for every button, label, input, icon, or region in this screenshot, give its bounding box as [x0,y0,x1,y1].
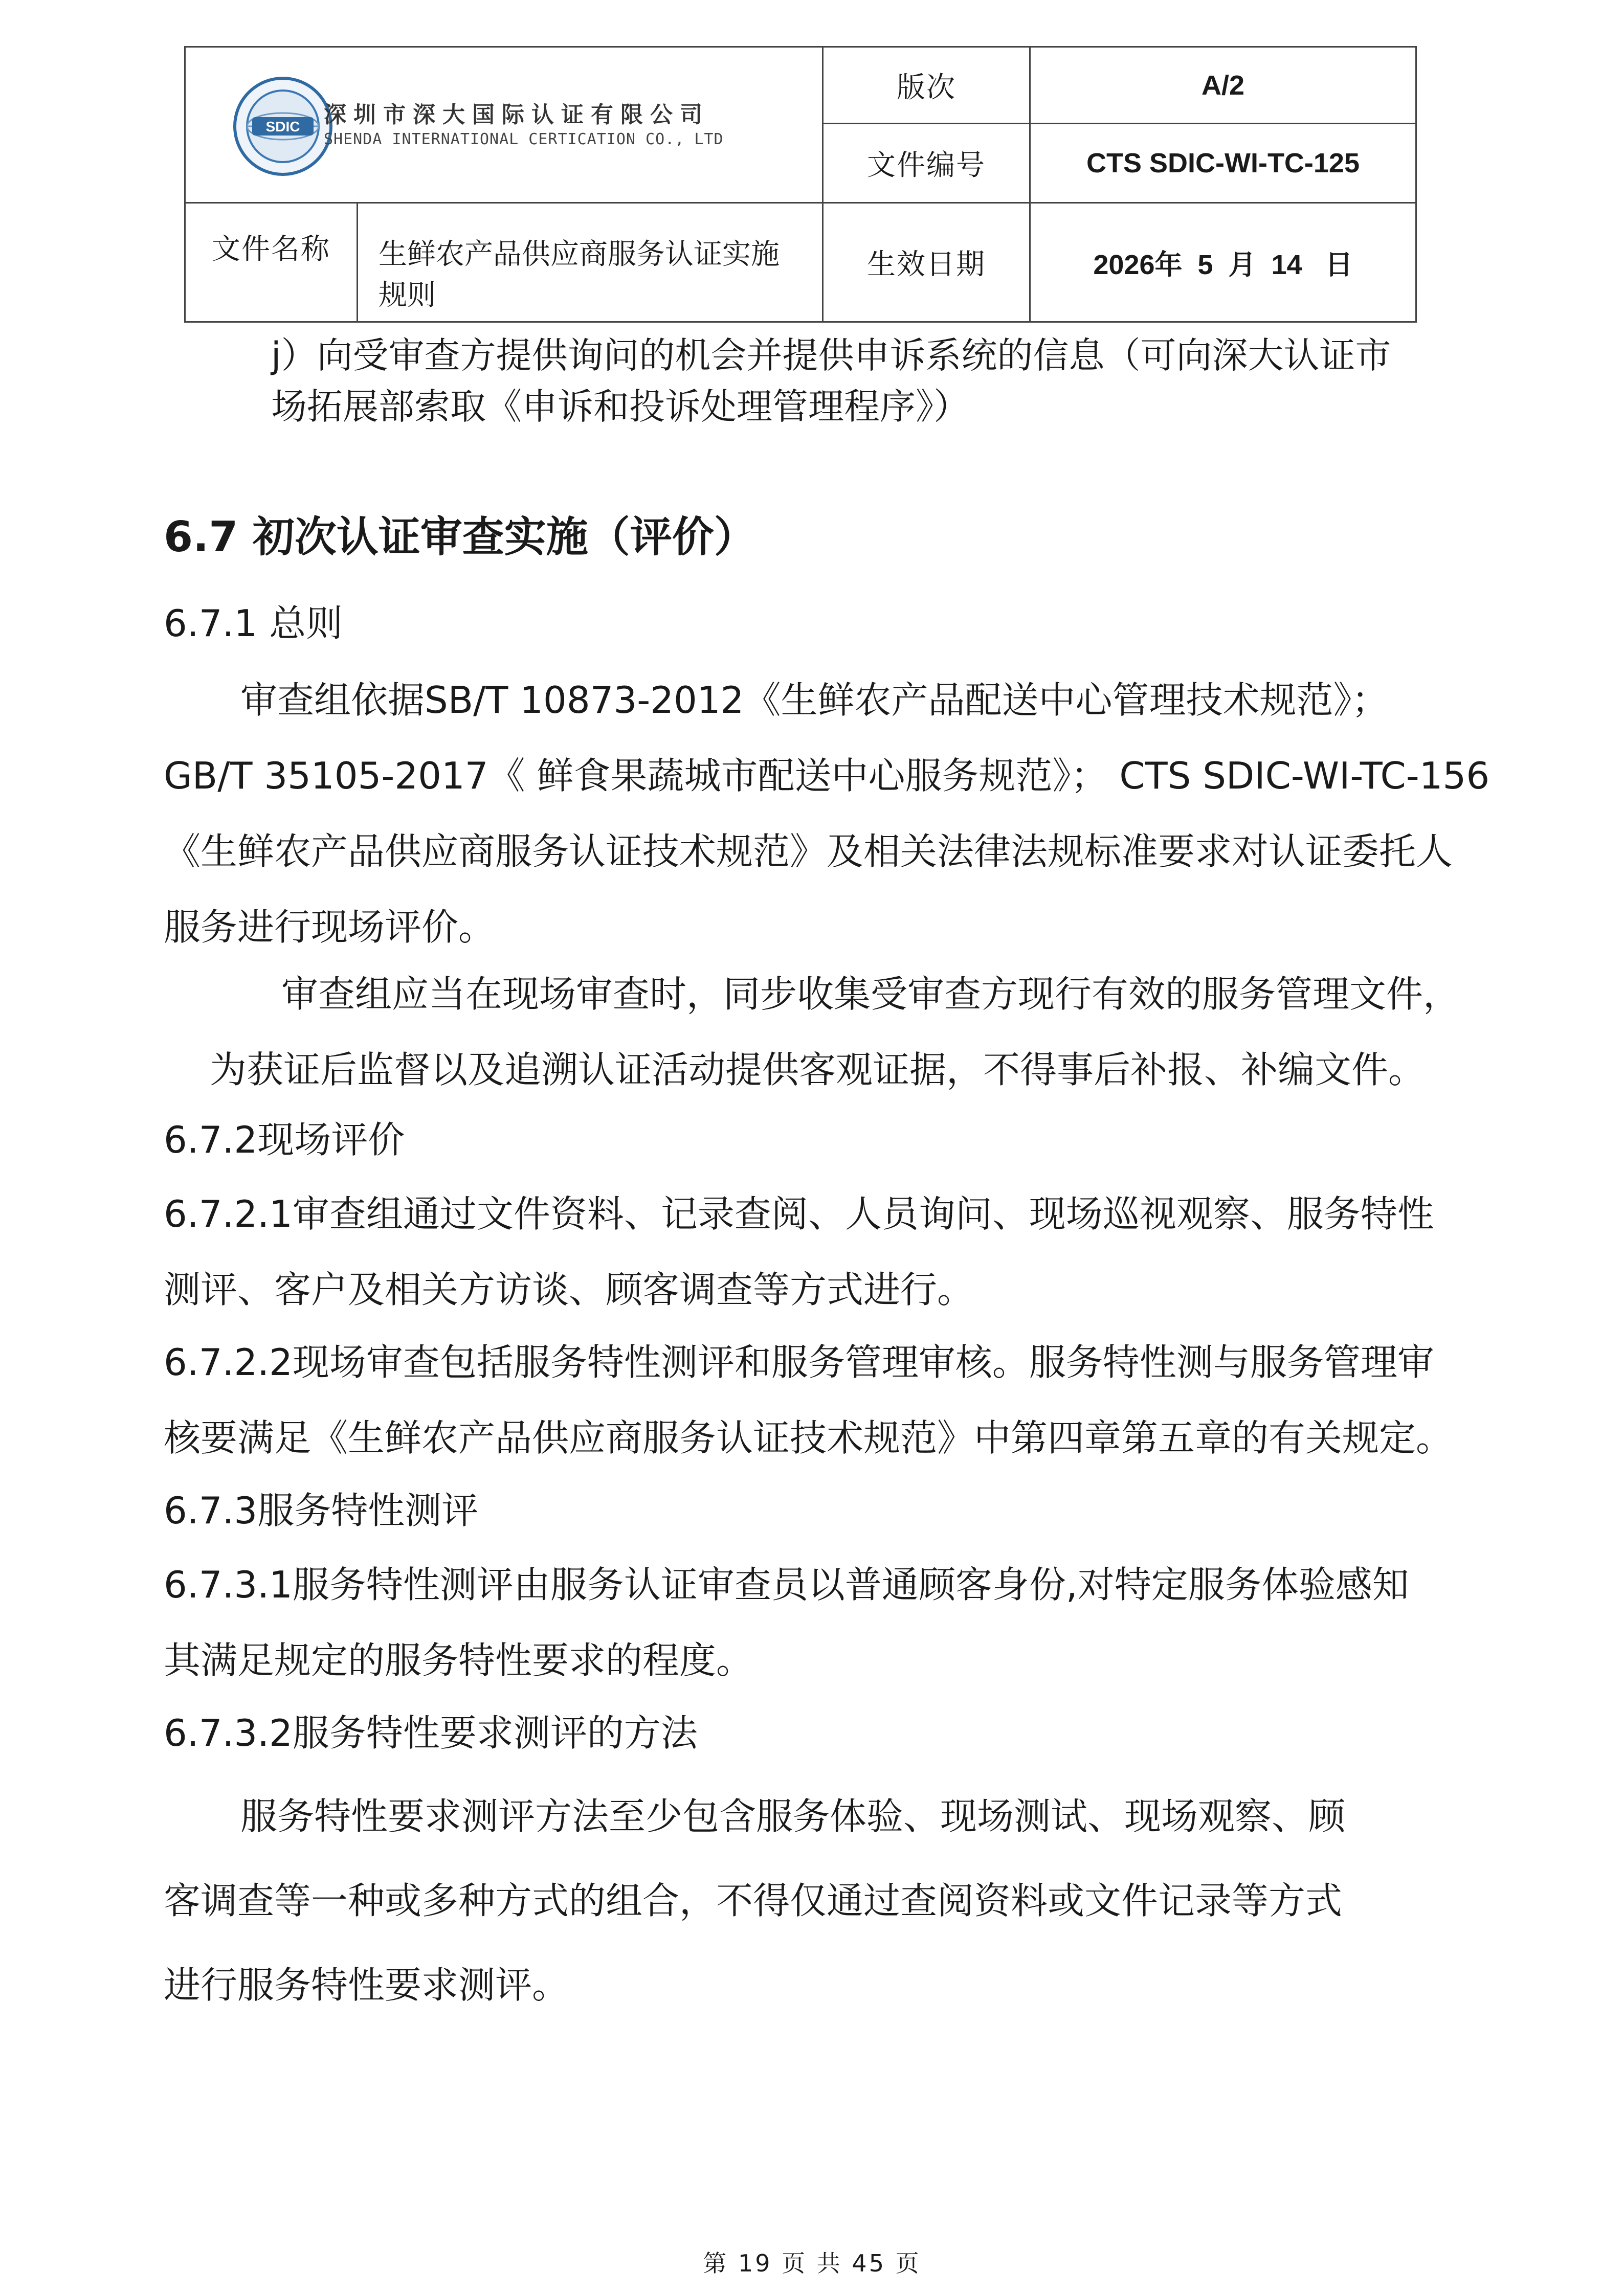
company-name-en: SHENDA INTERNATIONAL CERTICATION CO., LTD [324,130,724,148]
clause-6-7-3-1 [164,1547,1473,1698]
evidence-paragraph [164,956,1473,1108]
document-header-table [184,46,1417,323]
general-paragraph-line4: 服务进行现场评价。 [164,906,496,949]
edition-label: 版次 [823,47,1030,124]
document-name-value-line1: 生鲜农产品供应商服务认证实施 [379,238,780,271]
company-name-cn: 深圳市深大国际认证有限公司 [324,102,709,128]
general-paragraph-line3: 《生鲜农产品供应商服务认证技术规范》及相关法律法规标准要求对认证委托人 [164,830,1453,873]
item-j-line1: j）向受审查方提供询问的机会并提供申诉系统的信息（可向深大认证市 [271,334,1391,376]
document-number-label: 文件编号 [823,124,1030,203]
clause-6-7-2-1 [164,1176,1473,1327]
clause-6-7-2-1-line1: 6.7.2.1审查组通过文件资料、记录查阅、人员询问、现场巡视观察、服务特性 [164,1192,1434,1235]
general-paragraph-line1: 审查组依据SB/T 10873-2012《生鲜农产品配送中心管理技术规范》； [240,679,1389,722]
clause-6-7-2-1-line2: 测评、客户及相关方访谈、顾客调查等方式进行。 [164,1268,974,1311]
general-paragraph-line2: GB/T 35105-2017《 鲜食果蔬城市配送中心服务规范》； CTS SDIC-WI-TC-156 [164,754,1490,797]
clause-6-7-3-2-heading: 6.7.3.2服务特性要求测评的方法 [164,1712,698,1754]
subsection-6-7-3-heading: 6.7.3服务特性测评 [164,1489,479,1532]
evidence-paragraph-line1: 审查组应当在现场审查时，同步收集受审查方现行有效的服务管理文件， [281,973,1460,1016]
company-logo-cell [185,47,823,203]
evidence-paragraph-line2: 为获证后监督以及追溯认证活动提供客观证据，不得事后补报、补编文件。 [210,1048,1426,1091]
method-paragraph-line1: 服务特性要求测评方法至少包含服务体验、现场测试、现场观察、顾 [240,1795,1346,1838]
clause-6-7-3-1-line1: 6.7.3.1服务特性测评由服务认证审查员以普通顾客身份,对特定服务体验感知 [164,1563,1409,1606]
method-paragraph-line3: 进行服务特性要求测评。 [164,1964,569,2007]
effective-date-value: 2026年 5 月 14 日 [1030,203,1416,322]
document-name-value-line2: 规则 [379,279,436,312]
subsection-6-7-1-heading: 6.7.1 总则 [164,602,343,645]
item-j-paragraph [271,330,1581,432]
general-paragraph [164,662,1490,965]
method-paragraph [164,1774,1473,2028]
page-number-footer: 第 19 页 共 45 页 [703,2249,921,2277]
section-6-7-heading: 6.7 初次认证审查实施（评价） [164,513,756,561]
clause-6-7-3-1-line2: 其满足规定的服务特性要求的程度。 [164,1639,753,1682]
document-number-value: CTS SDIC-WI-TC-125 [1030,124,1416,203]
effective-date-label: 生效日期 [823,203,1030,322]
edition-value: A/2 [1030,47,1416,124]
clause-6-7-2-2 [164,1324,1473,1476]
logo-mark-text: SDIC [265,119,300,134]
clause-6-7-2-2-line1: 6.7.2.2现场审查包括服务特性测评和服务管理审核。服务特性测与服务管理审 [164,1341,1434,1384]
method-paragraph-line2: 客调查等一种或多种方式的组合，不得仅通过查阅资料或文件记录等方式 [164,1879,1343,1922]
document-name-row [185,203,823,322]
item-j-line2: 场拓展部索取《申诉和投诉处理管理程序》） [271,386,969,427]
company-seal-icon [232,75,334,177]
clause-6-7-2-2-line2: 核要满足《生鲜农产品供应商服务认证技术规范》中第四章第五章的有关规定。 [164,1416,1453,1459]
document-name-label: 文件名称 [212,233,330,266]
subsection-6-7-2-heading: 6.7.2现场评价 [164,1118,405,1161]
